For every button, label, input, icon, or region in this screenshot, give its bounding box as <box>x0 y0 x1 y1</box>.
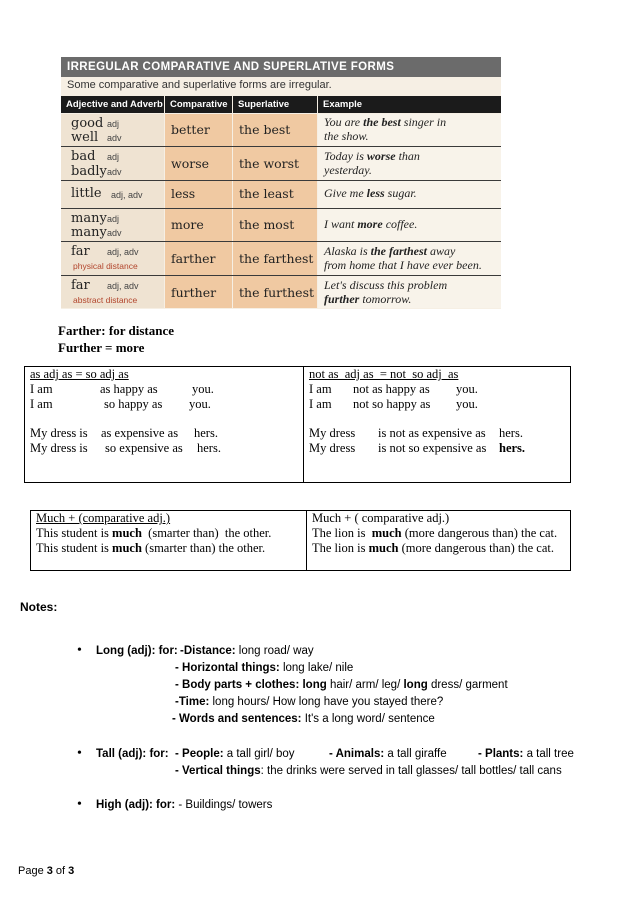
adjective-word: little <box>71 186 102 201</box>
example-line: My dress is as expensive as hers. <box>30 426 218 440</box>
part-of-speech: adv <box>107 228 122 238</box>
further-note: Further = more <box>58 340 145 355</box>
example-line: I am as happy as you. <box>30 382 214 396</box>
table-row <box>61 181 501 209</box>
table-row <box>61 147 501 181</box>
tall-note-label: Tall (adj): for: <box>96 748 169 760</box>
long-horizontal-line: - Horizontal things: long lake/ nile <box>175 662 354 674</box>
comparative-form: more <box>171 217 204 232</box>
part-of-speech: adj <box>107 152 120 162</box>
table-row <box>61 242 501 276</box>
table-row <box>61 114 501 147</box>
much-rule: Much + (comparative adj.) <box>36 511 171 525</box>
tall-animals-line: - Animals: a tall giraffe <box>329 748 447 760</box>
table-row <box>61 209 501 242</box>
example-line: I am so happy as you. <box>30 397 211 411</box>
example-sentence: You are the best singer in <box>324 115 447 129</box>
adjective-word: bad <box>71 149 96 164</box>
part-of-speech: adv <box>107 167 122 177</box>
comparative-form: further <box>171 285 217 300</box>
bullet-icon: • <box>77 643 82 658</box>
much-left-column <box>31 511 307 571</box>
adjective-word: far <box>71 278 90 293</box>
superlative-form: the best <box>239 122 291 137</box>
page-number: Page 3 of 3 <box>18 865 75 877</box>
example-sentence-cont: from home that I have ever been. <box>324 258 482 272</box>
example-line: I am not as happy as you. <box>309 382 478 396</box>
adjective-word: many <box>71 211 107 226</box>
example-line: My dress is not so expensive as hers. <box>309 441 526 455</box>
example-sentence: Let's discuss this problem <box>324 278 448 292</box>
example-sentence: I want more coffee. <box>324 217 418 231</box>
adjective-word: far <box>71 244 90 259</box>
much-comparative-box <box>30 510 571 571</box>
example-sentence-cont: the show. <box>324 129 369 143</box>
header-comparative: Comparative <box>165 96 232 113</box>
adverb-word: badly <box>71 164 107 179</box>
much-right-column <box>307 511 571 571</box>
part-of-speech: adv <box>107 133 122 143</box>
comparative-form: worse <box>171 156 210 171</box>
as-as-column <box>25 367 304 483</box>
table-subtitle: Some comparative and superlative forms are irregular. <box>67 79 332 91</box>
adverb-word: many <box>71 225 107 240</box>
superlative-form: the worst <box>239 156 300 171</box>
long-note-label: Long (adj): for: <box>96 645 178 657</box>
usage-note: abstract distance <box>73 295 138 305</box>
bullet-icon: • <box>77 746 82 761</box>
superlative-form: the furthest <box>239 285 315 300</box>
as-as-rule: as adj as = so adj as <box>30 367 129 381</box>
example-sentence: Give me less sugar. <box>324 186 417 200</box>
example-line: The lion is much (more dangerous than) the cat. <box>312 526 558 540</box>
example-sentence-cont: further tomorrow. <box>324 292 412 306</box>
usage-note: physical distance <box>73 261 138 271</box>
tall-vertical-line: - Vertical things: the drinks were served in tall glasses/ tall bottles/ tall cans <box>175 765 562 777</box>
part-of-speech: adj <box>107 214 120 224</box>
example-line: My dress is so expensive as hers. <box>30 441 221 455</box>
high-note-line: High (adj): for: - Buildings/ towers <box>96 799 273 811</box>
irregular-forms-table-image <box>61 57 501 309</box>
long-body-parts-line: - Body parts + clothes: long hair/ arm/ leg/ long dress/ garment <box>175 679 508 691</box>
tall-plants-line: - Plants: a tall tree <box>478 748 574 760</box>
example-sentence-cont: yesterday. <box>324 163 372 177</box>
example-line: This student is much (smarter than) the other. <box>36 541 266 555</box>
comparative-form: farther <box>171 251 216 266</box>
header-adjective-adverb: Adjective and Adverb <box>61 96 164 113</box>
header-superlative: Superlative <box>233 96 317 113</box>
example-sentence: Alaska is the farthest away <box>324 244 456 258</box>
adverb-word: well <box>71 130 99 145</box>
table-title: IRREGULAR COMPARATIVE AND SUPERLATIVE FORMS <box>61 57 501 77</box>
comparative-form: better <box>171 122 210 137</box>
as-as-comparison-box <box>24 366 571 483</box>
not-as-as-rule: not as adj as = not so adj as <box>309 367 459 381</box>
notes-heading: Notes: <box>20 600 58 614</box>
superlative-form: the most <box>239 217 295 232</box>
bullet-icon: • <box>77 797 82 812</box>
part-of-speech: adj, adv <box>107 281 139 291</box>
not-as-as-column <box>304 367 571 483</box>
adjective-word: good <box>71 116 104 131</box>
superlative-form: the least <box>239 186 294 201</box>
comparative-form: less <box>171 186 196 201</box>
example-line: This student is much (smarter than) the other. <box>36 526 272 540</box>
tall-people-line: - People: a tall girl/ boy <box>175 748 295 760</box>
example-line: The lion is much (more dangerous than) the cat. <box>312 541 554 555</box>
example-line: My dress is not as expensive as hers. <box>309 426 523 440</box>
long-time-line: -Time: long hours/ How long have you stayed there? <box>175 696 444 708</box>
long-words-line: - Words and sentences: It's a long word/ sentence <box>172 713 435 725</box>
table-row <box>61 276 501 308</box>
farther-note: Farther: for distance <box>58 323 175 338</box>
part-of-speech: adj <box>107 119 120 129</box>
long-distance-line: -Distance: long road/ way <box>180 645 314 657</box>
part-of-speech: adj, adv <box>111 190 143 200</box>
example-line: I am not so happy as you. <box>309 397 478 411</box>
much-rule: Much + ( comparative adj.) <box>312 511 450 525</box>
part-of-speech: adj, adv <box>107 247 139 257</box>
superlative-form: the farthest <box>239 251 314 266</box>
example-sentence: Today is worse than <box>324 149 420 163</box>
header-example: Example <box>318 96 501 113</box>
